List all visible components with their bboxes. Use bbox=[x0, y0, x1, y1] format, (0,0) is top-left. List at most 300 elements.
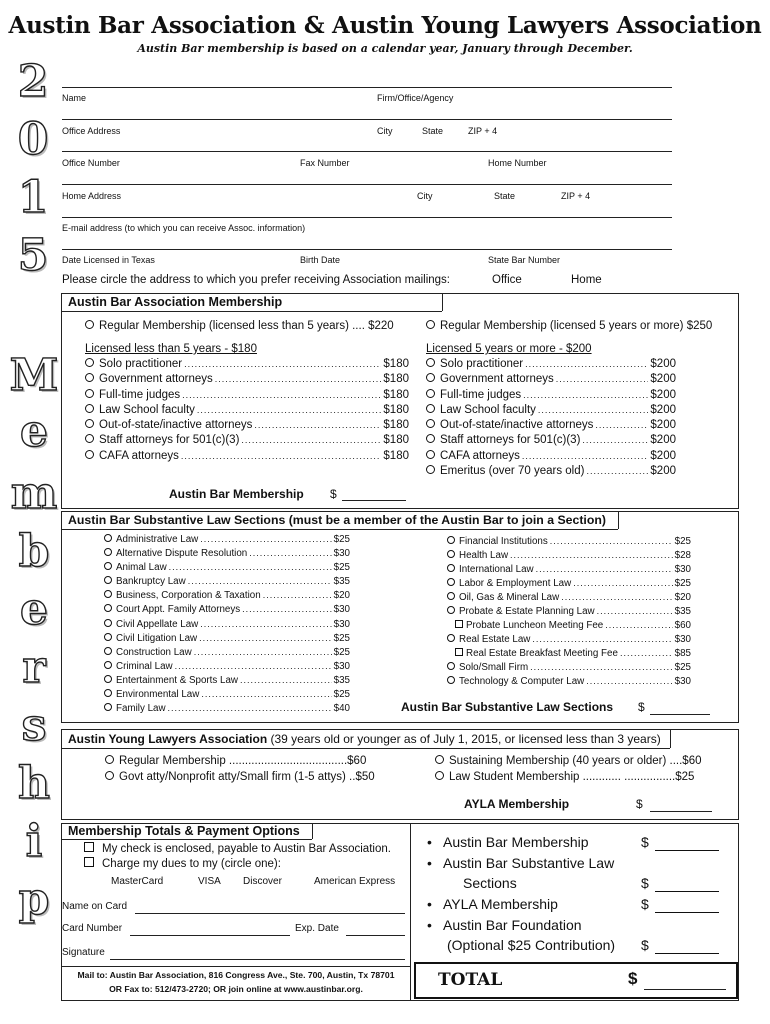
over5-heading: Licensed 5 years or more - $200 bbox=[426, 343, 592, 355]
payment-section bbox=[61, 823, 739, 1001]
mail-line-2: OR Fax to: 512/473-2720; OR join online at www.austinbar.org. bbox=[109, 984, 363, 994]
mail-line-1: Mail to: Austin Bar Association, 816 Congress Ave., Ste. 700, Austin, Tx 78701 bbox=[77, 970, 395, 980]
side-letter: h bbox=[18, 758, 50, 809]
grand-total-dollar: $ bbox=[628, 969, 638, 988]
radio-circle-icon[interactable] bbox=[435, 755, 444, 764]
dot-leader bbox=[240, 675, 332, 685]
fee-option-row[interactable] bbox=[85, 434, 409, 449]
checkbox-icon[interactable] bbox=[455, 620, 463, 628]
under5-list bbox=[85, 358, 409, 465]
fee-label: Emeritus (over 70 years old) bbox=[440, 465, 585, 478]
fee-price: $25 bbox=[333, 534, 350, 545]
total-item-label: Austin Bar Substantive Law bbox=[443, 854, 615, 871]
dot-leader bbox=[175, 661, 332, 671]
total-item-input[interactable] bbox=[655, 912, 719, 913]
fee-option-row[interactable] bbox=[85, 450, 409, 465]
fee-price: $25 bbox=[674, 662, 691, 673]
ayla-total-label: AYLA Membership bbox=[464, 797, 570, 811]
home-address-line[interactable] bbox=[62, 184, 672, 185]
radio-circle-icon[interactable] bbox=[426, 373, 435, 382]
radio-circle-icon[interactable] bbox=[85, 389, 94, 398]
dot-leader bbox=[199, 633, 332, 643]
fee-option-row[interactable] bbox=[447, 606, 691, 620]
fee-price: $200 bbox=[650, 388, 676, 401]
law-sections-section bbox=[61, 511, 739, 723]
fax-number-label: Fax Number bbox=[300, 158, 350, 168]
fee-price: $25 bbox=[333, 632, 350, 644]
year-digit: 5 bbox=[17, 230, 49, 281]
name-on-card-label: Name on Card bbox=[62, 901, 128, 912]
ayla-regular-option[interactable]: Regular Membership .....................................$60 bbox=[105, 755, 366, 767]
radio-circle-icon[interactable] bbox=[447, 662, 455, 670]
fee-option-row[interactable] bbox=[104, 703, 350, 717]
total-line-item bbox=[427, 937, 727, 958]
checkbox-icon[interactable] bbox=[84, 857, 94, 867]
radio-circle-icon[interactable] bbox=[426, 434, 435, 443]
email-line[interactable] bbox=[62, 217, 672, 218]
fee-option-row[interactable] bbox=[104, 548, 350, 562]
fee-price: $180 bbox=[383, 373, 409, 386]
fee-price: $25 bbox=[674, 578, 691, 589]
radio-circle-icon[interactable] bbox=[104, 590, 112, 598]
dot-leader bbox=[586, 676, 672, 686]
fee-label: Civil Appellate Law bbox=[116, 618, 199, 630]
total-item-label: AYLA Membership bbox=[443, 896, 558, 913]
radio-circle-icon[interactable] bbox=[104, 604, 112, 612]
office-address-label: Office Address bbox=[62, 126, 121, 136]
dot-leader bbox=[510, 550, 673, 560]
fee-price: $25 bbox=[674, 536, 691, 547]
office-address-line[interactable] bbox=[62, 119, 672, 120]
fee-label: Solo/Small Firm bbox=[459, 662, 529, 673]
ayla-total-dollar: $ bbox=[636, 797, 643, 811]
home-city-label: City bbox=[417, 191, 433, 201]
dot-leader bbox=[561, 592, 672, 602]
fee-option-row[interactable] bbox=[104, 647, 350, 661]
form-title: Austin Bar Association & Austin Young Lawyers Association bbox=[8, 12, 762, 39]
fee-label: Administrative Law bbox=[116, 534, 199, 545]
side-letter: e bbox=[20, 584, 48, 635]
fee-label: Family Law bbox=[116, 703, 166, 715]
total-item-label: (Optional $25 Contribution) bbox=[447, 937, 616, 954]
fee-price: $40 bbox=[333, 703, 350, 715]
aba-total-input[interactable] bbox=[342, 500, 406, 501]
dot-leader bbox=[536, 564, 673, 574]
mailing-option-office[interactable]: Office bbox=[492, 274, 522, 286]
sub-fee-row[interactable] bbox=[447, 648, 691, 662]
fee-price: $25 bbox=[333, 646, 350, 658]
fee-label: Real Estate Breakfast Meeting Fee bbox=[466, 648, 618, 659]
sections-left-list bbox=[104, 534, 350, 717]
sections-total-label: Austin Bar Substantive Law Sections bbox=[401, 700, 614, 714]
radio-circle-icon[interactable] bbox=[85, 450, 94, 459]
fee-price: $25 bbox=[333, 689, 350, 701]
fee-label: Court Appt. Family Attorneys bbox=[116, 604, 241, 616]
fee-price: $60 bbox=[674, 620, 691, 631]
card-number-input[interactable] bbox=[130, 935, 290, 936]
dot-leader bbox=[556, 374, 649, 384]
fee-option-row[interactable] bbox=[447, 536, 691, 550]
signature-label: Signature bbox=[62, 947, 105, 958]
radio-circle-icon[interactable] bbox=[85, 373, 94, 382]
ayla-section bbox=[61, 729, 739, 820]
radio-circle-icon[interactable] bbox=[447, 592, 455, 600]
dot-leader bbox=[200, 534, 331, 544]
aba-total-label: Austin Bar Membership bbox=[169, 487, 304, 501]
dot-leader bbox=[249, 548, 331, 558]
year-digit: 0 bbox=[17, 114, 49, 165]
email-label: E-mail address (to which you can receive Assoc. information) bbox=[62, 223, 306, 233]
fee-option-row[interactable] bbox=[426, 358, 676, 373]
side-letter: s bbox=[21, 700, 47, 751]
signature-input[interactable] bbox=[110, 959, 405, 960]
fee-label: Law School faculty bbox=[440, 403, 536, 416]
fee-label: Criminal Law bbox=[116, 660, 173, 672]
payment-heading-divider bbox=[62, 839, 312, 840]
regular-under5-option[interactable]: Regular Membership (licensed less than 5 years) .... $220 bbox=[85, 320, 394, 332]
dot-leader bbox=[254, 420, 381, 430]
fee-price: $200 bbox=[650, 419, 676, 432]
dot-leader bbox=[200, 619, 331, 629]
grand-total-box bbox=[414, 962, 738, 999]
fee-label: Labor & Employment Law bbox=[459, 578, 572, 589]
dot-leader bbox=[241, 435, 381, 445]
total-line-item bbox=[427, 917, 727, 938]
fee-option-row[interactable] bbox=[426, 434, 676, 449]
fee-price: $180 bbox=[383, 419, 409, 432]
fee-price: $30 bbox=[333, 548, 350, 560]
fee-option-row[interactable] bbox=[104, 633, 350, 647]
charge-option[interactable]: Charge my dues to my (circle one): bbox=[84, 857, 281, 870]
year-digit: 1 bbox=[17, 172, 49, 223]
ayla-govt-option[interactable]: Govt atty/Nonprofit atty/Small firm (1-5 attys) ..$50 bbox=[105, 771, 375, 783]
fee-option-row[interactable] bbox=[447, 592, 691, 606]
radio-circle-icon[interactable] bbox=[85, 419, 94, 428]
fee-option-row[interactable] bbox=[104, 590, 350, 604]
aba-total-dollar: $ bbox=[330, 487, 337, 501]
fee-price: $200 bbox=[650, 449, 676, 462]
radio-circle-icon[interactable] bbox=[105, 771, 114, 780]
aba-heading-divider-v bbox=[442, 294, 443, 311]
home-zip-label: ZIP + 4 bbox=[561, 191, 591, 201]
radio-circle-icon[interactable] bbox=[447, 564, 455, 572]
radio-circle-icon[interactable] bbox=[104, 562, 112, 570]
radio-circle-icon[interactable] bbox=[447, 634, 455, 642]
radio-circle-icon[interactable] bbox=[426, 465, 435, 474]
totals-list bbox=[427, 834, 727, 958]
dot-leader bbox=[194, 647, 332, 657]
radio-circle-icon[interactable] bbox=[426, 404, 435, 413]
radio-circle-icon[interactable] bbox=[85, 358, 94, 367]
bullet-icon: • bbox=[427, 834, 432, 850]
fee-price: $30 bbox=[333, 618, 350, 630]
fee-label: CAFA attorneys bbox=[440, 449, 520, 462]
fee-label: Real Estate Law bbox=[459, 634, 531, 645]
fee-option-row[interactable] bbox=[104, 619, 350, 633]
fee-option-row[interactable] bbox=[426, 389, 676, 404]
radio-circle-icon[interactable] bbox=[104, 633, 112, 641]
sections-heading-divider bbox=[62, 529, 618, 530]
radio-circle-icon[interactable] bbox=[426, 450, 435, 459]
fee-option-row[interactable] bbox=[426, 404, 676, 419]
mailing-option-home[interactable]: Home bbox=[571, 274, 602, 286]
fee-label: Out-of-state/inactive attorneys bbox=[440, 419, 594, 432]
fee-option-row[interactable] bbox=[447, 578, 691, 592]
fee-price: $20 bbox=[333, 590, 350, 602]
dot-leader bbox=[532, 634, 672, 644]
total-item-label: Austin Bar Membership bbox=[443, 834, 589, 850]
firm-label: Firm/Office/Agency bbox=[377, 93, 454, 103]
ayla-student-option[interactable]: Law Student Membership ............ ................$25 bbox=[435, 771, 694, 783]
radio-circle-icon[interactable] bbox=[447, 606, 455, 614]
fee-price: $200 bbox=[650, 373, 676, 386]
dot-leader bbox=[242, 604, 331, 614]
fee-price: $180 bbox=[383, 449, 409, 462]
fee-label: Government attorneys bbox=[99, 373, 213, 386]
radio-circle-icon[interactable] bbox=[104, 548, 112, 556]
fee-option-row[interactable] bbox=[85, 419, 409, 434]
fee-option-row[interactable] bbox=[104, 534, 350, 548]
office-number-line[interactable] bbox=[62, 151, 672, 152]
fee-price: $85 bbox=[674, 648, 691, 659]
radio-circle-icon[interactable] bbox=[105, 755, 114, 764]
total-line-item bbox=[427, 855, 727, 876]
radio-circle-icon[interactable] bbox=[104, 703, 112, 711]
fee-option-row[interactable] bbox=[426, 419, 676, 434]
radio-circle-icon[interactable] bbox=[447, 536, 455, 544]
ayla-heading-divider-v bbox=[670, 730, 671, 748]
fee-label: International Law bbox=[459, 564, 534, 575]
fee-option-row[interactable] bbox=[447, 634, 691, 648]
fee-option-row[interactable] bbox=[447, 662, 691, 676]
radio-circle-icon[interactable] bbox=[104, 534, 112, 542]
fee-option-row[interactable] bbox=[426, 450, 676, 465]
dot-leader bbox=[538, 405, 649, 415]
regular-over5-option[interactable]: Regular Membership (licensed 5 years or more) $250 bbox=[426, 320, 712, 332]
dot-leader bbox=[605, 620, 672, 630]
fee-option-row[interactable] bbox=[85, 389, 409, 404]
fee-price: $35 bbox=[333, 576, 350, 588]
total-item-input[interactable] bbox=[655, 891, 719, 892]
dot-leader bbox=[573, 578, 672, 588]
grand-total-label: TOTAL bbox=[438, 970, 503, 990]
fee-label: Solo practitioner bbox=[440, 358, 524, 370]
fee-price: $30 bbox=[674, 676, 691, 687]
fee-option-row[interactable] bbox=[104, 562, 350, 576]
fee-option-row[interactable] bbox=[104, 689, 350, 703]
fee-price: $200 bbox=[650, 434, 676, 447]
radio-circle-icon[interactable] bbox=[447, 578, 455, 586]
year-digit: 2 bbox=[17, 56, 49, 107]
mail-divider bbox=[62, 966, 410, 967]
fee-option-row[interactable] bbox=[447, 676, 691, 690]
fee-price: $25 bbox=[333, 562, 350, 574]
fee-price: $180 bbox=[383, 388, 409, 401]
radio-circle-icon[interactable] bbox=[85, 434, 94, 443]
fee-label: Probate & Estate Planning Law bbox=[459, 606, 595, 617]
fee-label: Out-of-state/inactive attorneys bbox=[99, 419, 253, 432]
fee-price: $30 bbox=[674, 634, 691, 645]
bullet-icon: • bbox=[427, 854, 432, 871]
ayla-total-input[interactable] bbox=[650, 811, 712, 812]
fee-label: Law School faculty bbox=[99, 403, 195, 416]
dot-leader bbox=[522, 451, 649, 461]
fee-label: Financial Institutions bbox=[459, 536, 548, 547]
check-option[interactable]: My check is enclosed, payable to Austin Bar Association. bbox=[84, 842, 391, 855]
total-item-dollar: $ bbox=[641, 834, 649, 850]
dot-leader bbox=[550, 536, 673, 546]
bullet-icon: • bbox=[427, 896, 432, 913]
dot-leader bbox=[197, 405, 382, 415]
card-amex[interactable]: American Express bbox=[314, 876, 396, 887]
side-letter: e bbox=[20, 406, 48, 457]
license-line[interactable] bbox=[62, 249, 672, 250]
mailing-prompt: Please circle the address to which you prefer receiving Association mailings: bbox=[62, 274, 450, 286]
total-item-dollar: $ bbox=[641, 896, 649, 913]
fee-label: Full-time judges bbox=[440, 388, 522, 401]
radio-circle-icon[interactable] bbox=[447, 550, 455, 558]
state-label: State bbox=[422, 126, 444, 136]
total-item-dollar: $ bbox=[641, 937, 649, 954]
radio-circle-icon[interactable] bbox=[426, 419, 435, 428]
dot-leader bbox=[586, 466, 648, 476]
radio-circle-icon[interactable] bbox=[104, 647, 112, 655]
fee-label: Full-time judges bbox=[99, 388, 181, 401]
radio-circle-icon[interactable] bbox=[104, 661, 112, 669]
radio-circle-icon[interactable] bbox=[447, 676, 455, 684]
total-item-label: Sections bbox=[463, 875, 517, 892]
dot-leader bbox=[215, 374, 382, 384]
law-sections-heading: Austin Bar Substantive Law Sections (must be a member of the Austin Bar to join a Section) bbox=[68, 513, 606, 527]
total-line-item bbox=[427, 834, 727, 855]
fee-label: Animal Law bbox=[116, 562, 167, 574]
radio-circle-icon[interactable] bbox=[426, 358, 435, 367]
fee-option-row[interactable] bbox=[426, 373, 676, 388]
zip-label: ZIP + 4 bbox=[468, 126, 498, 136]
radio-circle-icon[interactable] bbox=[104, 689, 112, 697]
dot-leader bbox=[530, 662, 673, 672]
fee-price: $180 bbox=[383, 434, 409, 447]
name-line[interactable] bbox=[62, 87, 672, 88]
exp-date-label: Exp. Date bbox=[295, 923, 339, 934]
dot-leader bbox=[168, 703, 332, 713]
fee-label: Technology & Computer Law bbox=[459, 676, 585, 687]
fee-option-row[interactable] bbox=[85, 373, 409, 388]
total-item-input[interactable] bbox=[655, 850, 719, 851]
aba-membership-section bbox=[61, 293, 739, 509]
dot-leader bbox=[595, 420, 648, 430]
under5-heading: Licensed less than 5 years - $180 bbox=[85, 343, 257, 355]
city-label: City bbox=[377, 126, 393, 136]
fee-option-row[interactable] bbox=[104, 675, 350, 689]
dot-leader bbox=[182, 390, 381, 400]
payment-column-divider bbox=[410, 824, 411, 1000]
radio-circle-icon[interactable] bbox=[426, 389, 435, 398]
checkbox-icon[interactable] bbox=[84, 842, 94, 852]
side-letter: p bbox=[18, 874, 50, 925]
fee-price: $30 bbox=[674, 564, 691, 575]
fee-price: $30 bbox=[333, 660, 350, 672]
card-number-label: Card Number bbox=[62, 923, 123, 934]
fee-label: Health Law bbox=[459, 550, 509, 561]
ayla-sustaining-option[interactable]: Sustaining Membership (40 years or older) ....$60 bbox=[435, 755, 701, 767]
fee-option-row[interactable] bbox=[447, 550, 691, 564]
ayla-heading-divider bbox=[62, 748, 670, 749]
fee-label: Oil, Gas & Mineral Law bbox=[459, 592, 560, 603]
fee-option-row[interactable] bbox=[104, 576, 350, 590]
name-on-card-input[interactable] bbox=[135, 913, 405, 914]
radio-circle-icon[interactable] bbox=[435, 771, 444, 780]
dot-leader bbox=[620, 648, 673, 658]
sub-fee-row[interactable] bbox=[447, 620, 691, 634]
ayla-heading: Austin Young Lawyers Association (39 years old or younger as of July 1, 2015, or licensed less than 3 years) bbox=[68, 732, 661, 746]
grand-total-input[interactable] bbox=[644, 989, 726, 990]
fee-label: Government attorneys bbox=[440, 373, 554, 386]
fee-price: $200 bbox=[650, 403, 676, 416]
card-visa[interactable]: VISA bbox=[198, 876, 221, 887]
payment-heading: Membership Totals & Payment Options bbox=[68, 824, 300, 838]
radio-circle-icon[interactable] bbox=[104, 619, 112, 627]
card-mastercard[interactable]: MasterCard bbox=[111, 876, 164, 887]
fee-label: Civil Litigation Law bbox=[116, 632, 198, 644]
fee-option-row[interactable] bbox=[85, 404, 409, 419]
radio-circle-icon[interactable] bbox=[104, 576, 112, 584]
fee-label: Entertainment & Sports Law bbox=[116, 674, 238, 686]
home-state-label: State bbox=[494, 191, 516, 201]
birth-date-label: Birth Date bbox=[300, 255, 341, 265]
exp-date-input[interactable] bbox=[346, 935, 405, 936]
total-item-dollar: $ bbox=[641, 875, 649, 892]
aba-heading-divider bbox=[62, 311, 442, 312]
side-letter: b bbox=[18, 526, 50, 577]
fee-label: Alternative Dispute Resolution bbox=[116, 548, 248, 560]
fee-option-row[interactable] bbox=[426, 465, 676, 480]
card-discover[interactable]: Discover bbox=[243, 876, 282, 887]
radio-circle-icon[interactable] bbox=[426, 320, 435, 329]
total-line-item bbox=[427, 896, 727, 917]
checkbox-icon[interactable] bbox=[455, 648, 463, 656]
fee-option-row[interactable] bbox=[85, 358, 409, 373]
fee-option-row[interactable] bbox=[104, 661, 350, 675]
fee-price: $180 bbox=[383, 358, 409, 370]
form-subtitle: Austin Bar membership is based on a calendar year, January through December. bbox=[137, 42, 633, 55]
fee-option-row[interactable] bbox=[447, 564, 691, 578]
fee-price: $35 bbox=[333, 674, 350, 686]
sections-total-input[interactable] bbox=[650, 714, 710, 715]
side-letter: M bbox=[9, 350, 59, 401]
fee-label: Bankruptcy Law bbox=[116, 576, 186, 588]
total-line-item bbox=[427, 875, 727, 896]
fee-price: $28 bbox=[674, 550, 691, 561]
fee-label: Construction Law bbox=[116, 646, 192, 658]
fee-label: Staff attorneys for 501(c)(3) bbox=[440, 434, 581, 447]
radio-circle-icon[interactable] bbox=[104, 675, 112, 683]
bar-number-label: State Bar Number bbox=[488, 255, 561, 265]
fee-price: $30 bbox=[333, 604, 350, 616]
total-item-input[interactable] bbox=[655, 953, 719, 954]
dot-leader bbox=[169, 562, 332, 572]
over5-list bbox=[426, 358, 676, 480]
fee-price: $180 bbox=[383, 403, 409, 416]
side-letter: r bbox=[22, 642, 46, 693]
radio-circle-icon[interactable] bbox=[85, 320, 94, 329]
fee-option-row[interactable] bbox=[104, 604, 350, 618]
dot-leader bbox=[525, 359, 648, 369]
sections-total-dollar: $ bbox=[638, 700, 645, 714]
fee-label: Probate Luncheon Meeting Fee bbox=[466, 620, 604, 631]
dot-leader bbox=[188, 576, 332, 586]
radio-circle-icon[interactable] bbox=[85, 404, 94, 413]
